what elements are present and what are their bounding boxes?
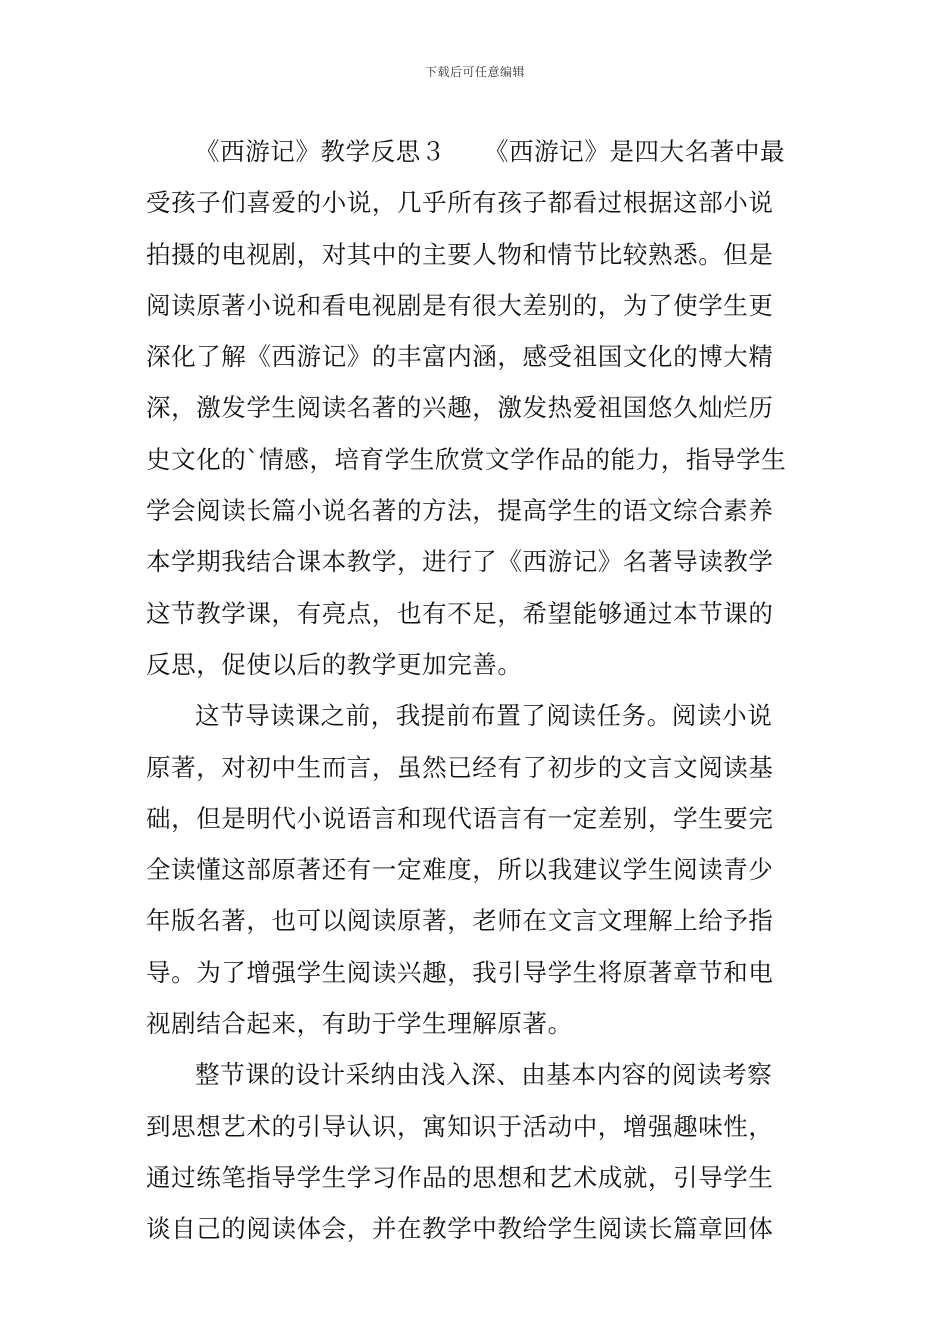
text-line: 这节教学课，有亮点，也有不足，希望能够通过本节课的 [146,598,774,628]
text-line: 谈自己的阅读体会，并在教学中教给学生阅读长篇章回体 [146,1214,774,1244]
document-body [146,126,814,1255]
text-line: 学会阅读长篇小说名著的方法，提高学生的语文综合素养 [146,496,774,526]
text-line: 深，激发学生阅读名著的兴趣，激发热爱祖国悠久灿烂历 [146,393,774,423]
text-line: 导。为了增强学生阅读兴趣，我引导学生将原著章节和电 [146,957,774,987]
text-line: 拍摄的电视剧，对其中的主要人物和情节比较熟悉。但是 [146,239,774,269]
text-line: 《西游记》教学反思３ 《西游记》是四大名著中最 [195,137,786,166]
text-line: 本学期我结合课本教学，进行了《西游记》名著导读教学 [146,547,774,577]
text-line: 受孩子们喜爱的小说，几乎所有孩子都看过根据这部小说 [146,188,774,218]
text-line: 史文化的`情感，培育学生欣赏文学作品的能力，指导学生 [146,444,787,474]
text-line: 这节导读课之前，我提前布置了阅读任务。阅读小说 [195,701,773,731]
text-line: 通过练笔指导学生学习作品的思想和艺术成就，引导学生 [146,1162,774,1192]
page-header: 下载后可任意编辑 [424,65,525,79]
text-line: 础，但是明代小说语言和现代语言有一定差别，学生要完 [146,803,774,833]
text-line: 整节课的设计采纳由浅入深、由基本内容的阅读考察 [195,1060,773,1090]
text-line: 视剧结合起来，有助于学生理解原著。 [146,1009,573,1039]
text-line: 反思，促使以后的教学更加完善。 [146,649,523,679]
text-line: 原著，对初中生而言，虽然已经有了初步的文言文阅读基 [146,752,774,782]
text-line: 年版名著，也可以阅读原著，老师在文言文理解上给予指 [146,906,774,936]
text-line: 深化了解《西游记》的丰富内涵，感受祖国文化的博大精 [146,342,774,372]
text-line: 阅读原著小说和看电视剧是有很大差别的，为了使学生更 [146,290,774,320]
text-line: 到思想艺术的引导认识，寓知识于活动中，增强趣味性， [146,1111,774,1141]
text-line: 全读懂这部原著还有一定难度，所以我建议学生阅读青少 [146,855,774,885]
